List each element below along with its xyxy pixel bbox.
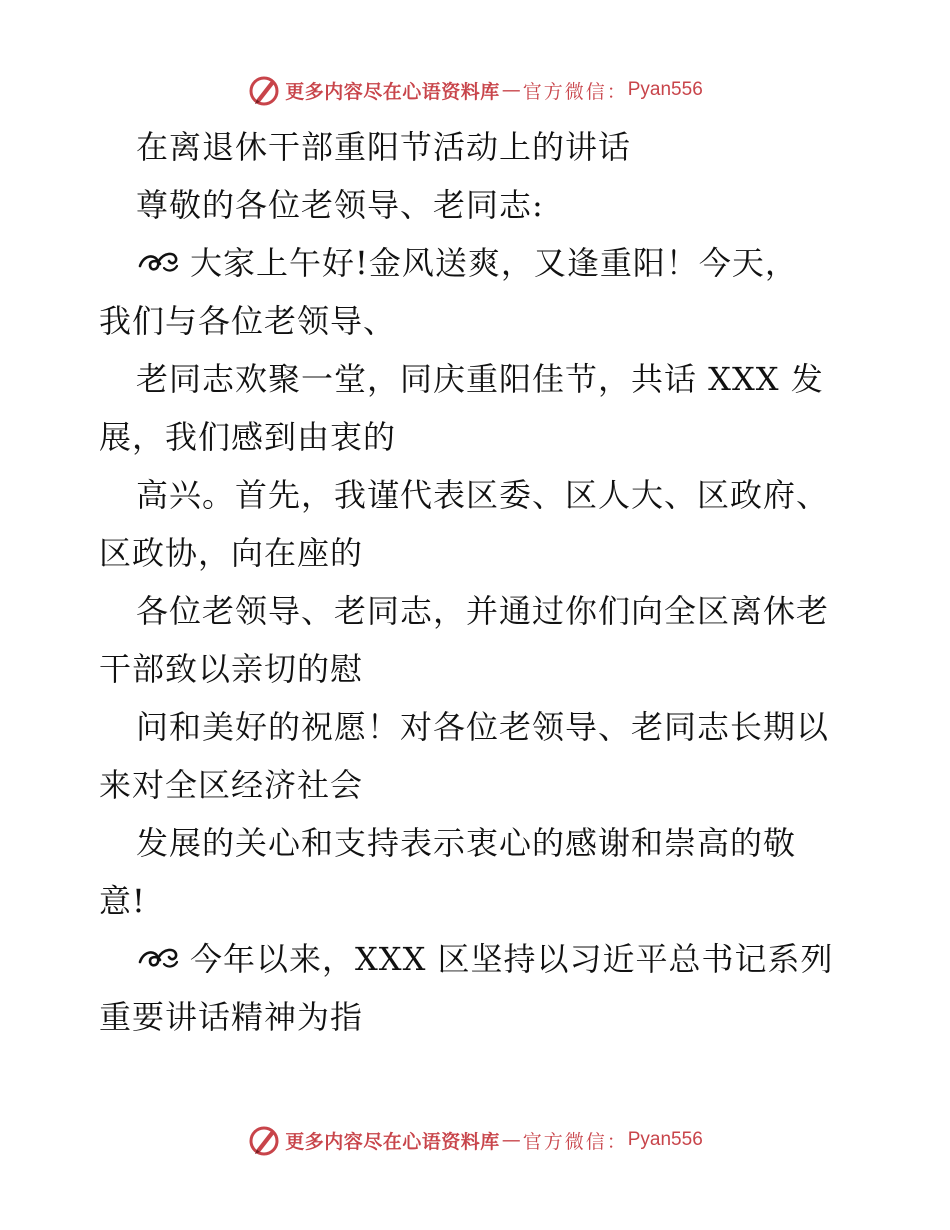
banner-site-text: 更多内容尽在心语资料库 xyxy=(285,80,500,103)
swirl-bullet-icon xyxy=(136,942,180,972)
paragraph-line: 高兴。首先，我谨代表区委、区人大、区政府、 xyxy=(136,476,830,514)
paragraph-line: 问和美好的祝愿！对各位老领导、老同志长期以 xyxy=(136,708,830,746)
paragraph-line: 意! xyxy=(99,882,146,920)
banner-wechat-id: Pyan556 xyxy=(627,79,703,100)
banner-site-text: 更多内容尽在心语资料库 xyxy=(285,1130,500,1153)
banner-wechat-label: 官方微信： xyxy=(522,80,628,103)
banner-dash: — xyxy=(501,1129,521,1151)
swirl-bullet-icon xyxy=(136,246,180,276)
pen-logo-icon xyxy=(247,1123,281,1157)
paragraph-line: 老同志欢聚一堂，同庆重阳佳节，共话 XXX 发 xyxy=(136,360,824,398)
salutation: 尊敬的各位老领导、老同志: xyxy=(136,186,544,224)
footer-banner xyxy=(0,1120,950,1160)
paragraph-line: 区政协，向在座的 xyxy=(99,534,364,572)
banner-wechat-id: Pyan556 xyxy=(627,1129,703,1150)
paragraph-line: 重要讲话精神为指 xyxy=(99,998,364,1036)
pen-logo-icon xyxy=(247,73,281,107)
paragraph-line: 各位老领导、老同志，并通过你们向全区离休老 xyxy=(136,592,830,630)
paragraph-line: 展，我们感到由衷的 xyxy=(99,418,397,456)
paragraph-line: 干部致以亲切的慰 xyxy=(99,650,364,688)
paragraph-line: 今年以来，XXX 区坚持以习近平总书记系列 xyxy=(99,930,859,988)
paragraph-line: 大家上午好!金风送爽，又逢重阳！今天， xyxy=(99,234,859,292)
paragraph-line: 来对全区经济社会 xyxy=(99,766,364,804)
document-body xyxy=(99,118,859,1046)
banner-wechat-label: 官方微信： xyxy=(522,1130,628,1153)
paragraph-line: 我们与各位老领导、 xyxy=(99,302,397,340)
document-title: 在离退休干部重阳节活动上的讲话 xyxy=(136,128,632,166)
paragraph-line: 发展的关心和支持表示衷心的感谢和崇高的敬 xyxy=(136,824,797,862)
header-banner xyxy=(0,70,950,110)
banner-dash: — xyxy=(501,79,521,101)
